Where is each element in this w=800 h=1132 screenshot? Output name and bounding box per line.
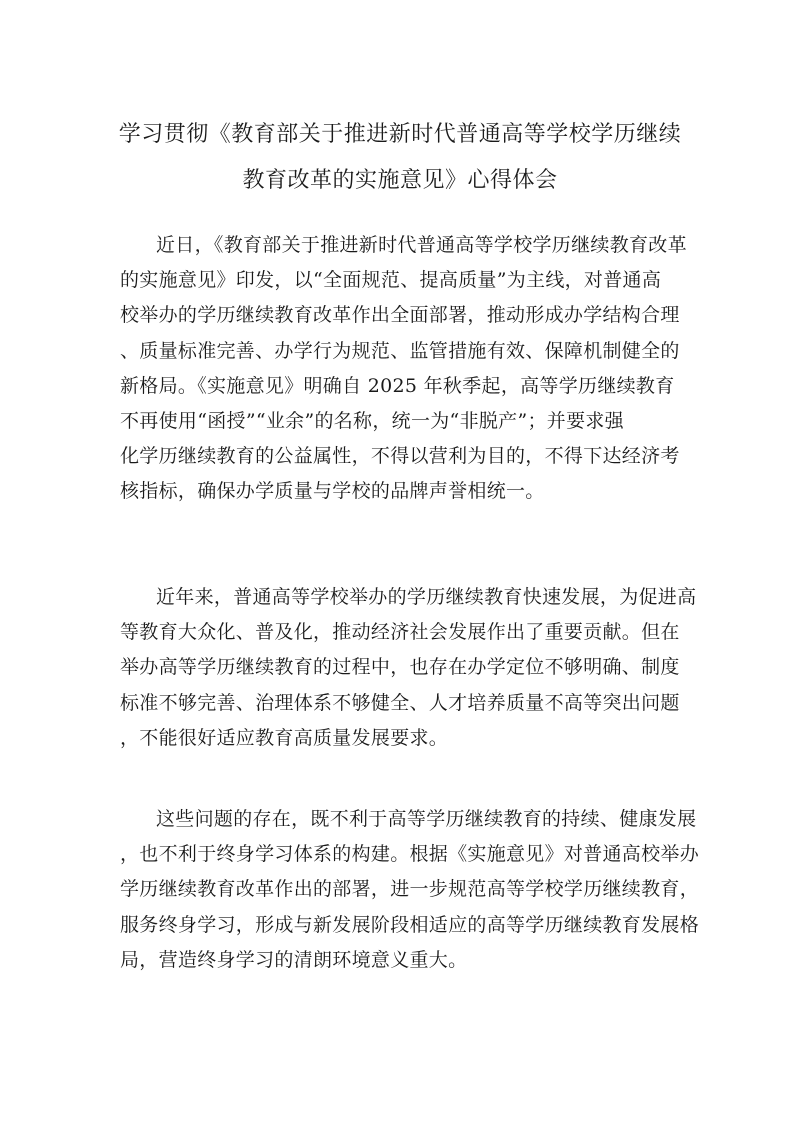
text-line: 近日，《教育部关于推进新时代普通高等学校学历继续教育改革 <box>156 234 687 256</box>
text-line: 的实施意见》印发，以“全面规范、提高质量”为主线，对普通高 <box>120 269 662 292</box>
text-line: 学历继续教育改革作出的部署，进一步规范高等学校学历继续教育， <box>120 878 700 901</box>
text-line: 这些问题的存在，既不利于高等学历继续教育的持续、健康发展 <box>156 808 697 830</box>
title-line: 教育改革的实施意见》心得体会 <box>242 168 558 193</box>
paragraph-2 <box>120 580 700 756</box>
text-line: 核指标，确保办学质量与学校的品牌声誉相统一。 <box>120 480 545 503</box>
text-line: 等教育大众化、普及化，推动经济社会发展作出了重要贡献。但在 <box>120 621 680 644</box>
text-line: ，也不利于终身学习体系的构建。根据《实施意见》对普通高校举办 <box>120 843 700 866</box>
paragraph-3 <box>120 802 700 978</box>
text-line: 、质量标准完善、办学行为规范、监管措施有效、保障机制健全的 <box>120 339 680 362</box>
text-line: 服务终身学习，形成与新发展阶段相适应的高等学历继续教育发展格 <box>120 913 700 936</box>
text-line: 标准不够完善、治理体系不够健全、人才培养质量不高等突出问题 <box>120 691 680 714</box>
text-line: 化学历继续教育的公益属性，不得以营利为目的，不得下达经济考 <box>120 445 680 468</box>
document-title <box>100 112 700 204</box>
text-line: 局，营造终身学习的清朗环境意义重大。 <box>120 948 468 971</box>
text-line: 校举办的学历继续教育改革作出全面部署，推动形成办学结构合理 <box>120 304 680 327</box>
text-line: 举办高等学历继续教育的过程中，也存在办学定位不够明确、制度 <box>120 656 680 679</box>
paragraph-1 <box>120 228 700 510</box>
text-line: 新格局。《实施意见》明确自 2025 年秋季起，高等学历继续教育 <box>120 374 675 397</box>
text-line: 不再使用“函授”“业余”的名称，统一为“非脱产”；并要求强 <box>120 410 624 433</box>
text-line: 近年来，普通高等学校举办的学历继续教育快速发展，为促进高 <box>156 586 697 608</box>
text-line: ，不能很好适应教育高质量发展要求。 <box>120 726 449 749</box>
title-line: 学习贯彻《教育部关于推进新时代普通高等学校学历继续 <box>118 122 682 147</box>
